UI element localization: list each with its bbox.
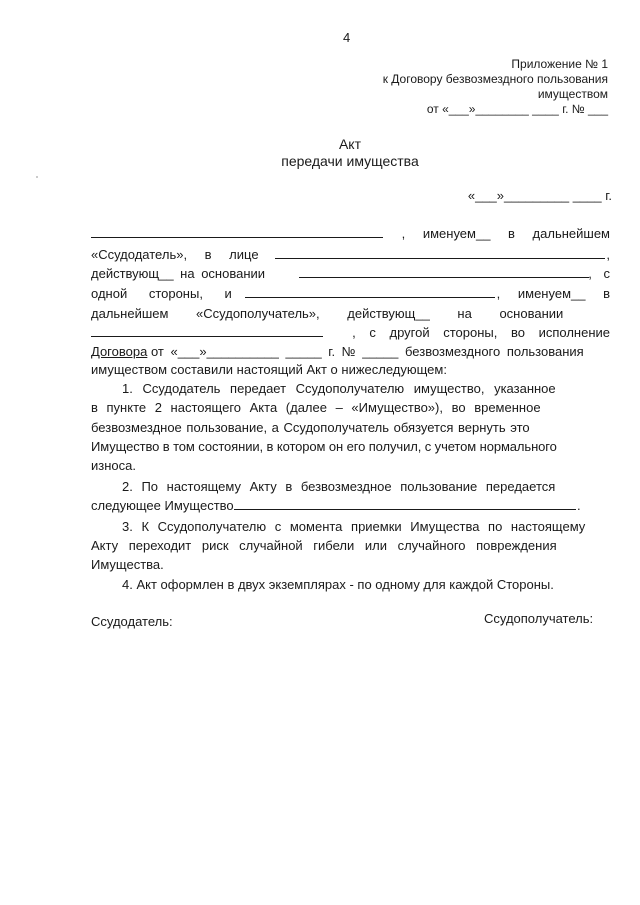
intro-line-4-text: одной стороны, и	[91, 286, 232, 301]
intro-line-1	[91, 226, 610, 242]
intro-line-1-text: , именуем__ в дальнейшем	[401, 226, 610, 241]
item-1-line-3: безвозмездное пользование, а Ссудополучатель обязуется вернуть это	[91, 420, 530, 435]
intro-line-2-text: «Ссудодатель», в лице	[91, 247, 259, 262]
intro-line-6-end: , с другой стороны, во исполнение	[352, 325, 610, 340]
appendix-line-2: к Договору безвозмездного пользования	[382, 72, 608, 86]
basis-blank-2	[91, 325, 323, 337]
title-act: Акт	[338, 136, 362, 152]
intro-line-4	[91, 286, 610, 302]
item-3-line-2: Акту переходит риск случайной гибели или случайного повреждения	[91, 538, 557, 553]
item-2-line-2-text: следующее Имущество	[91, 498, 234, 513]
item-1-line-5: износа.	[91, 458, 136, 473]
item-2-period: .	[577, 498, 581, 513]
signature-borrower: Ссудополучатель:	[484, 611, 594, 626]
signature-lender: Ссудодатель:	[91, 614, 173, 629]
title-subtitle: передачи имущества	[281, 153, 419, 169]
item-2-line-1: 2. По настоящему Акту в безвозмездное пользование передается	[122, 479, 556, 494]
appendix-line-4: от «___»________ ____ г. № ___	[426, 102, 608, 116]
appendix-line-1: Приложение № 1	[511, 57, 608, 71]
intro-line-3-text: действующ__ на основании	[91, 266, 266, 281]
item-3-line-3: Имущества.	[91, 557, 164, 572]
intro-line-3	[91, 266, 610, 282]
representative-blank	[275, 247, 605, 259]
item-4-line-1: 4. Акт оформлен в двух экземплярах - по одному для каждой Стороны.	[122, 577, 554, 592]
basis-blank-1	[299, 266, 589, 278]
scan-mark	[36, 176, 38, 178]
party-one-blank	[91, 226, 383, 238]
intro-line-6	[91, 325, 610, 341]
item-3-line-1: 3. К Ссудополучателю с момента приемки Имущества по настоящему	[122, 519, 586, 534]
contract-word: Договора	[91, 344, 148, 359]
page-number: 4	[343, 30, 351, 45]
item-2-line-2	[91, 498, 610, 514]
appendix-line-3: имуществом	[537, 87, 608, 101]
intro-line-8: имуществом составили настоящий Акт о нижеследующем:	[91, 362, 447, 377]
item-1-line-4: Имущество в том состоянии, в котором он его получил, с учетом нормального	[91, 439, 557, 454]
party-two-blank	[245, 286, 495, 298]
intro-line-4-end: , именуем__ в	[496, 286, 610, 301]
intro-line-3-end: , с	[588, 266, 610, 281]
property-blank	[234, 498, 576, 510]
comma: ,	[606, 247, 610, 262]
item-1-line-1: 1. Ссудодатель передает Ссудополучателю имущество, указанное	[122, 381, 556, 396]
date-line: «___»_________ ____ г.	[467, 188, 612, 203]
intro-line-2	[91, 247, 610, 263]
intro-line-7	[91, 344, 610, 360]
intro-line-5: дальнейшем «Ссудополучатель», действующ__ на основании	[91, 306, 564, 321]
intro-line-7-text: от «___»__________ _____ г. № _____ безвозмездного пользования	[150, 344, 584, 359]
item-1-line-2: в пункте 2 настоящего Акта (далее – «Имущество»), во временное	[91, 400, 541, 415]
